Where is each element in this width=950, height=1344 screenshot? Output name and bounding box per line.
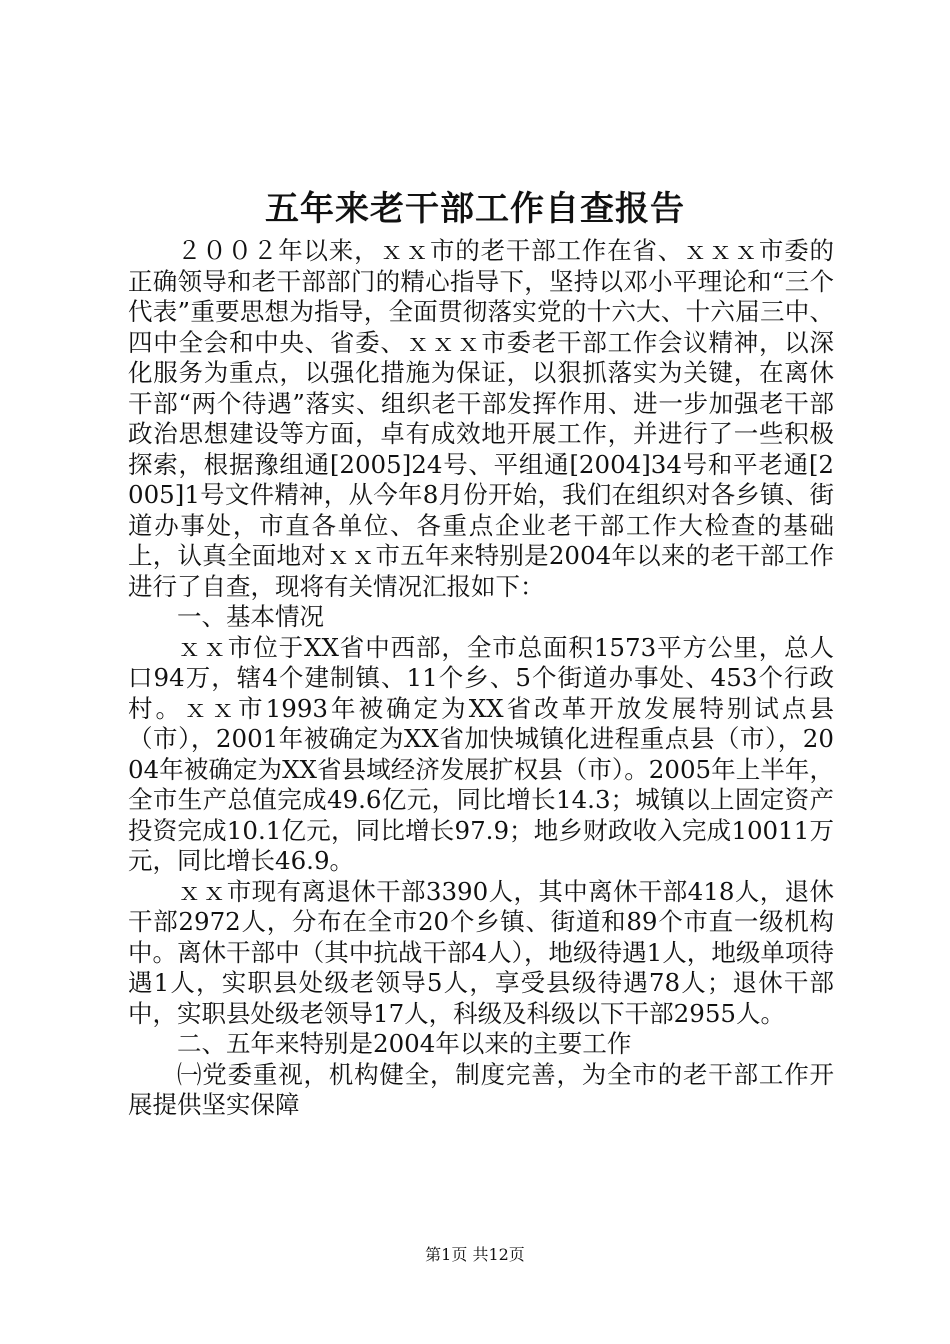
- document-body: [128, 236, 834, 1121]
- document-title: 五年来老干部工作自查报告: [265, 189, 685, 229]
- city-overview-paragraph: ｘｘ市位于XX省中西部，全市总面积1573平方公里，总人口94万，辖4个建制镇、11个乡、5个街道办事处、453个行政村。ｘｘ市1993年被确定为XX省改革开放发展特别试点县（市），2001年被确定为XX省加快城镇化进程重点县（市），2004年被确定为XX省县域经济发展扩权县（市）。2005年上半年，全市生产总值完成49.6亿元，同比增长14.3；城镇以上固定资产投资完成10.1亿元，同比增长97.9；地乡财政收入完成10011万元，同比增长46.9。: [128, 632, 834, 875]
- section-heading-basic-situation: 一、基本情况: [177, 602, 324, 631]
- retired-cadres-paragraph: ｘｘ市现有离退休干部3390人，其中离休干部418人，退休干部2972人，分布在全市20个乡镇、街道和89个市直一级机构中。离休干部中（其中抗战干部4人），地级待遇1人，地级单项待遇1人，实职县处级老领导5人，享受县级待遇78人；退休干部中，实职县处级老领导17人，科级及科级以下干部2955人。: [128, 876, 834, 1028]
- section-heading-main-work: 二、五年来特别是2004年以来的主要工作: [177, 1029, 632, 1058]
- intro-paragraph: ２００２年以来，ｘｘ市的老干部工作在省、ｘｘｘ市委的正确领导和老干部部门的精心指导下，坚持以邓小平理论和“三个代表”重要思想为指导，全面贯彻落实党的十六大、十六届三中、四中全会和中央、省委、ｘｘｘ市委老干部工作会议精神，以深化服务为重点，以强化措施为保证，以狠抓落实为关键，在离休干部“两个待遇”落实、组织老干部发挥作用、进一步加强老干部政治思想建设等方面，卓有成效地开展工作，并进行了一些积极探索，根据豫组通[2005]24号、平组通[2004]34号和平老通[2005]1号文件精神，从今年8月份开始，我们在组织对各乡镇、街道办事处，市直各单位、各重点企业老干部工作大检查的基础上，认真全面地对ｘｘ市五年来特别是2004年以来的老干部工作进行了自查，现将有关情况汇报如下：: [128, 236, 834, 601]
- subsection-heading-party-committee: ㈠党委重视，机构健全，制度完善，为全市的老干部工作开展提供坚实保障: [128, 1059, 834, 1119]
- page-number-footer: 第1页 共12页: [425, 1245, 525, 1264]
